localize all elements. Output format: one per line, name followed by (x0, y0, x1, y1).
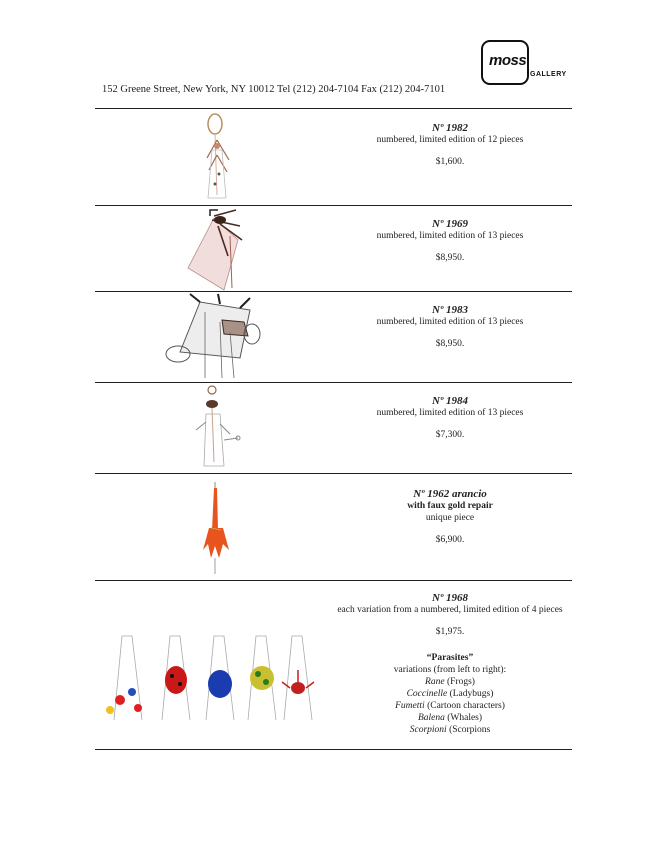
artwork-1984-image (190, 384, 250, 470)
artwork-title: Nº 1983 (432, 304, 468, 316)
gallery-address: 152 Greene Street, New York, NY 10012 Tel (212) 204-7104 Fax (212) 204-7101 (102, 84, 446, 95)
artwork-price: $8,950. (435, 339, 465, 349)
artwork-edition: each variation from a numbered, limited edition of 4 pieces (337, 605, 563, 615)
artwork-edition: numbered, limited edition of 13 pieces (376, 408, 524, 418)
artwork-price: $1,975. (435, 627, 465, 637)
artwork-edition: numbered, limited edition of 12 pieces (376, 135, 524, 145)
divider (95, 473, 572, 474)
variation-item: Rane (Frogs) (425, 677, 475, 687)
artwork-edition: unique piece (425, 513, 475, 523)
artwork-1968-image (100, 630, 320, 725)
artwork-1982-entry (330, 122, 570, 168)
divider (95, 108, 572, 109)
artwork-price: $8,950. (435, 253, 465, 263)
artwork-1962-image (195, 478, 240, 578)
variation-item: Fumetti (Cartoon characters) (395, 701, 505, 711)
artwork-title: Nº 1982 (432, 122, 468, 134)
variation-item: Coccinelle (Ladybugs) (406, 689, 494, 699)
parasites-heading: “Parasites” (426, 653, 474, 663)
artwork-price: $7,300. (435, 430, 465, 440)
divider (95, 749, 572, 750)
artwork-title: Nº 1968 (432, 592, 468, 604)
artwork-1983-image (160, 292, 270, 382)
artwork-title: Nº 1962 arancio (413, 488, 487, 500)
variation-item: Balena (Whales) (417, 713, 483, 723)
artwork-price: $6,900. (435, 535, 465, 545)
gallery-logo-sub: GALLERY (530, 71, 567, 78)
divider (95, 580, 572, 581)
artwork-1983-entry (330, 304, 570, 350)
artwork-title: Nº 1969 (432, 218, 468, 230)
artwork-1984-entry (330, 395, 570, 441)
artwork-edition: numbered, limited edition of 13 pieces (376, 317, 524, 327)
artwork-1962-entry (330, 488, 570, 546)
artwork-edition: numbered, limited edition of 13 pieces (376, 231, 524, 241)
parasites-intro: variations (from left to right): (393, 665, 507, 675)
artwork-subtitle: with faux gold repair (407, 501, 493, 511)
divider (95, 205, 572, 206)
divider (95, 382, 572, 383)
variation-item: Scorpioni (Scorpions (409, 725, 491, 735)
gallery-logo-text: moss (489, 52, 527, 69)
artwork-1982-image (195, 110, 240, 205)
artwork-1969-entry (330, 218, 570, 264)
artwork-price: $1,600. (435, 157, 465, 167)
artwork-title: Nº 1984 (432, 395, 468, 407)
artwork-1969-image (180, 206, 255, 291)
artwork-1968-entry (330, 592, 570, 736)
